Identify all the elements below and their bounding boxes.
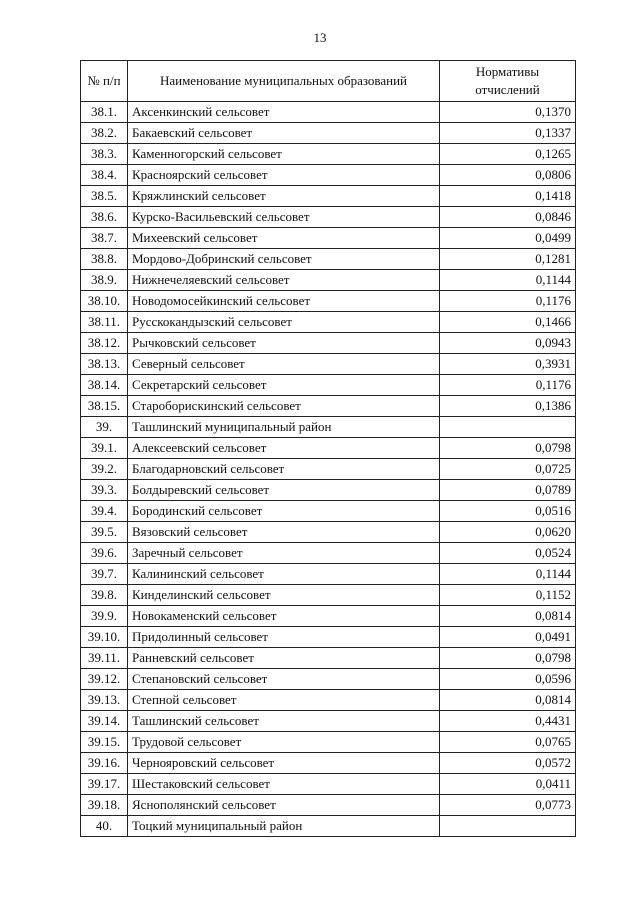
norm-value: 0,0765 bbox=[440, 732, 576, 753]
table-row bbox=[81, 690, 576, 711]
norm-value: 0,0411 bbox=[440, 774, 576, 795]
municipality-name: Мордово-Добринский сельсовет bbox=[128, 249, 440, 270]
norm-value: 0,0846 bbox=[440, 207, 576, 228]
norm-value: 0,1337 bbox=[440, 123, 576, 144]
municipality-name: Красноярский сельсовет bbox=[128, 165, 440, 186]
municipality-name: Рычковский сельсовет bbox=[128, 333, 440, 354]
norm-value: 0,1144 bbox=[440, 564, 576, 585]
norm-value: 0,1466 bbox=[440, 312, 576, 333]
table-row bbox=[81, 249, 576, 270]
table-row bbox=[81, 711, 576, 732]
row-number: 38.12. bbox=[81, 333, 128, 354]
table-row bbox=[81, 522, 576, 543]
table-row bbox=[81, 669, 576, 690]
row-number: 38.8. bbox=[81, 249, 128, 270]
municipality-name: Болдыревский сельсовет bbox=[128, 480, 440, 501]
row-number: 40. bbox=[81, 816, 128, 837]
page-number: 13 bbox=[313, 30, 327, 45]
norm-value: 0,1370 bbox=[440, 102, 576, 123]
row-number: 39.11. bbox=[81, 648, 128, 669]
table-row bbox=[81, 543, 576, 564]
row-number: 39.3. bbox=[81, 480, 128, 501]
municipality-name: Русскокандызский сельсовет bbox=[128, 312, 440, 333]
municipality-name: Северный сельсовет bbox=[128, 354, 440, 375]
table-row bbox=[81, 270, 576, 291]
norm-value: 0,4431 bbox=[440, 711, 576, 732]
table-row bbox=[81, 417, 576, 438]
table-row bbox=[81, 396, 576, 417]
table-row bbox=[81, 228, 576, 249]
row-number: 38.5. bbox=[81, 186, 128, 207]
row-number: 39.2. bbox=[81, 459, 128, 480]
header-number: № п/п bbox=[81, 61, 128, 102]
row-number: 38.4. bbox=[81, 165, 128, 186]
municipality-name: Алексеевский сельсовет bbox=[128, 438, 440, 459]
row-number: 38.2. bbox=[81, 123, 128, 144]
municipality-name: Тоцкий муниципальный район bbox=[128, 816, 440, 837]
municipality-name: Ташлинский сельсовет bbox=[128, 711, 440, 732]
municipality-name: Михеевский сельсовет bbox=[128, 228, 440, 249]
norm-value: 0,1265 bbox=[440, 144, 576, 165]
row-number: 39.15. bbox=[81, 732, 128, 753]
norm-value: 0,1144 bbox=[440, 270, 576, 291]
row-number: 39.6. bbox=[81, 543, 128, 564]
table-row bbox=[81, 438, 576, 459]
row-number: 39. bbox=[81, 417, 128, 438]
table-row bbox=[81, 501, 576, 522]
municipality-name: Шестаковский сельсовет bbox=[128, 774, 440, 795]
row-number: 39.4. bbox=[81, 501, 128, 522]
row-number: 39.12. bbox=[81, 669, 128, 690]
row-number: 39.5. bbox=[81, 522, 128, 543]
norm-value: 0,0789 bbox=[440, 480, 576, 501]
municipality-name: Кинделинский сельсовет bbox=[128, 585, 440, 606]
municipality-name: Ташлинский муниципальный район bbox=[128, 417, 440, 438]
municipality-name: Бакаевский сельсовет bbox=[128, 123, 440, 144]
municipality-name: Кряжлинский сельсовет bbox=[128, 186, 440, 207]
municipality-name: Трудовой сельсовет bbox=[128, 732, 440, 753]
row-number: 39.14. bbox=[81, 711, 128, 732]
table-row bbox=[81, 774, 576, 795]
municipality-name: Курско-Васильевский сельсовет bbox=[128, 207, 440, 228]
norm-value: 0,0806 bbox=[440, 165, 576, 186]
norm-value bbox=[440, 417, 576, 438]
municipality-name: Степановский сельсовет bbox=[128, 669, 440, 690]
row-number: 39.13. bbox=[81, 690, 128, 711]
table-row bbox=[81, 564, 576, 585]
row-number: 39.17. bbox=[81, 774, 128, 795]
municipality-name: Новодомосейкинский сельсовет bbox=[128, 291, 440, 312]
norm-value: 0,1152 bbox=[440, 585, 576, 606]
table-row bbox=[81, 333, 576, 354]
table-row bbox=[81, 585, 576, 606]
municipality-name: Придолинный сельсовет bbox=[128, 627, 440, 648]
norm-value: 0,0814 bbox=[440, 606, 576, 627]
norm-value: 0,0620 bbox=[440, 522, 576, 543]
norm-value: 0,0943 bbox=[440, 333, 576, 354]
table-row bbox=[81, 102, 576, 123]
norm-value: 0,1386 bbox=[440, 396, 576, 417]
municipality-name: Вязовский сельсовет bbox=[128, 522, 440, 543]
municipality-name: Степной сельсовет bbox=[128, 690, 440, 711]
table-row bbox=[81, 354, 576, 375]
norm-value: 0,0773 bbox=[440, 795, 576, 816]
municipality-name: Каменногорский сельсовет bbox=[128, 144, 440, 165]
norm-value: 0,1418 bbox=[440, 186, 576, 207]
norm-value: 0,0596 bbox=[440, 669, 576, 690]
municipality-name: Чернояровский сельсовет bbox=[128, 753, 440, 774]
table-row bbox=[81, 144, 576, 165]
table-row bbox=[81, 753, 576, 774]
row-number: 38.15. bbox=[81, 396, 128, 417]
norm-value: 0,1281 bbox=[440, 249, 576, 270]
municipality-name: Ранневский сельсовет bbox=[128, 648, 440, 669]
norm-value: 0,1176 bbox=[440, 375, 576, 396]
municipality-name: Благодарновский сельсовет bbox=[128, 459, 440, 480]
row-number: 39.18. bbox=[81, 795, 128, 816]
table-row bbox=[81, 291, 576, 312]
table-row bbox=[81, 312, 576, 333]
row-number: 39.8. bbox=[81, 585, 128, 606]
norms-table bbox=[80, 60, 576, 837]
row-number: 38.13. bbox=[81, 354, 128, 375]
row-number: 39.16. bbox=[81, 753, 128, 774]
norm-value: 0,0516 bbox=[440, 501, 576, 522]
row-number: 39.7. bbox=[81, 564, 128, 585]
municipality-name: Калининский сельсовет bbox=[128, 564, 440, 585]
row-number: 39.9. bbox=[81, 606, 128, 627]
norm-value: 0,0524 bbox=[440, 543, 576, 564]
norm-value: 0,0725 bbox=[440, 459, 576, 480]
row-number: 38.3. bbox=[81, 144, 128, 165]
table-row bbox=[81, 375, 576, 396]
norm-value: 0,0499 bbox=[440, 228, 576, 249]
table-row bbox=[81, 606, 576, 627]
table-row bbox=[81, 207, 576, 228]
table-row bbox=[81, 459, 576, 480]
municipality-name: Бородинский сельсовет bbox=[128, 501, 440, 522]
norm-value bbox=[440, 816, 576, 837]
row-number: 38.7. bbox=[81, 228, 128, 249]
row-number: 39.10. bbox=[81, 627, 128, 648]
row-number: 38.6. bbox=[81, 207, 128, 228]
norm-value: 0,0798 bbox=[440, 438, 576, 459]
row-number: 38.9. bbox=[81, 270, 128, 291]
table-row bbox=[81, 165, 576, 186]
norm-value: 0,0572 bbox=[440, 753, 576, 774]
table-body bbox=[81, 102, 576, 837]
table-row bbox=[81, 648, 576, 669]
norm-value: 0,1176 bbox=[440, 291, 576, 312]
header-row bbox=[81, 61, 576, 102]
municipality-name: Аксенкинский сельсовет bbox=[128, 102, 440, 123]
table-row bbox=[81, 732, 576, 753]
municipality-name: Староборискинский сельсовет bbox=[128, 396, 440, 417]
header-name: Наименование муниципальных образований bbox=[128, 61, 440, 102]
table-row bbox=[81, 816, 576, 837]
municipality-name: Яснополянский сельсовет bbox=[128, 795, 440, 816]
table-row bbox=[81, 627, 576, 648]
municipality-name: Секретарский сельсовет bbox=[128, 375, 440, 396]
table-row bbox=[81, 795, 576, 816]
norm-value: 0,3931 bbox=[440, 354, 576, 375]
norm-value: 0,0814 bbox=[440, 690, 576, 711]
table-row bbox=[81, 186, 576, 207]
header-value: Нормативы отчислений bbox=[440, 61, 576, 102]
norm-value: 0,0798 bbox=[440, 648, 576, 669]
row-number: 39.1. bbox=[81, 438, 128, 459]
row-number: 38.14. bbox=[81, 375, 128, 396]
row-number: 38.1. bbox=[81, 102, 128, 123]
municipality-name: Нижнечеляевский сельсовет bbox=[128, 270, 440, 291]
table-header bbox=[81, 61, 576, 102]
table-row bbox=[81, 123, 576, 144]
municipality-name: Заречный сельсовет bbox=[128, 543, 440, 564]
row-number: 38.10. bbox=[81, 291, 128, 312]
municipality-name: Новокаменский сельсовет bbox=[128, 606, 440, 627]
table-row bbox=[81, 480, 576, 501]
norm-value: 0,0491 bbox=[440, 627, 576, 648]
row-number: 38.11. bbox=[81, 312, 128, 333]
